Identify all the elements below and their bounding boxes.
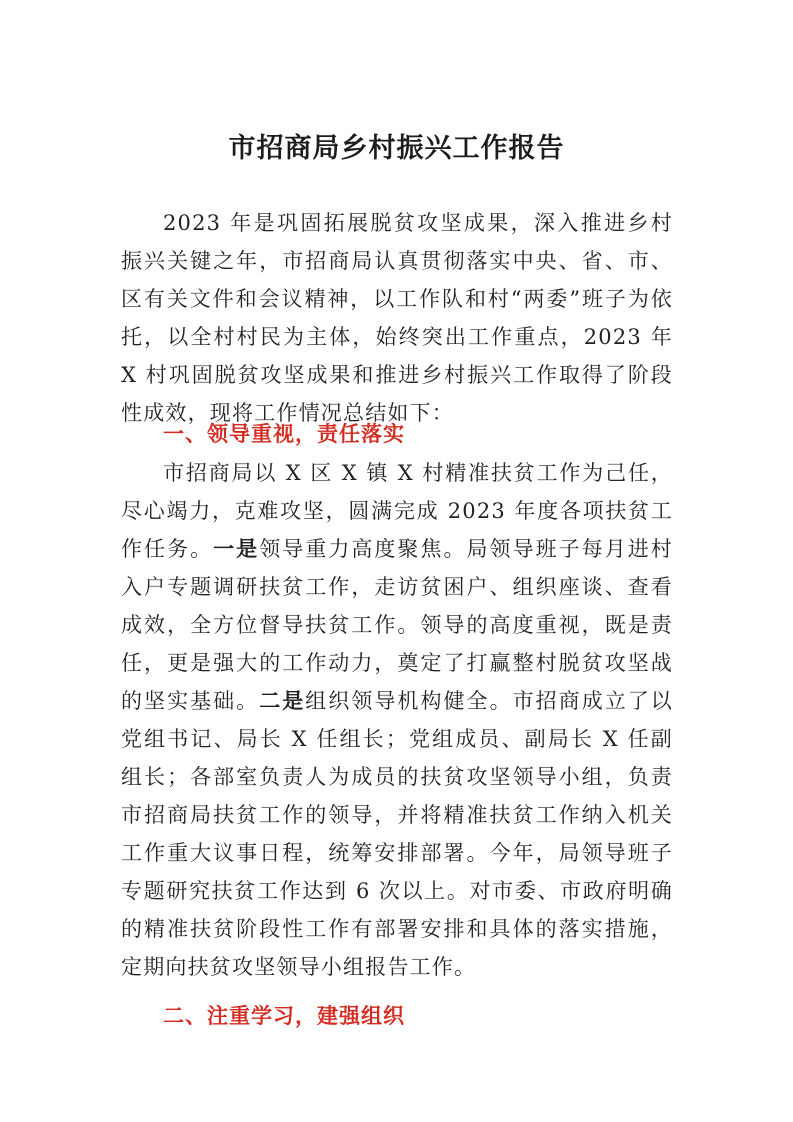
emphasis-first: 一是 [213,537,260,561]
emphasis-second: 二是 [259,689,306,713]
section-heading-2: 二、注重学习，建强组织 [163,1004,405,1028]
paragraph-text: 领导重力高度聚焦。局领导班子每月进村入户专题调研扶贫工作，走访贫困户、组织座谈、查看成效，全方位督导扶贫工作。领导的高度重视，既是责任，更是强大的工作动力，奠定了打赢整村脱贫攻坚战的坚实基础。 [121,537,673,713]
section-heading-1: 一、领导重视，责任落实 [163,422,405,446]
intro-paragraph: 2023 年是巩固拓展脱贫攻坚成果，深入推进乡村振兴关键之年，市招商局认真贯彻落实中央、省、市、区有关文件和会议精神，以工作队和村“两委”班子为依托，以全村村民为主体，始终突出工作重点，2023 年 X 村巩固脱贫攻坚成果和推进乡村振兴工作取得了阶段性成效，现将工作情况总结如下： [121,211,673,425]
paragraph-text: 组织领导机构健全。市招商成立了以党组书记、局长 X 任组长；党组成员、副局长 X 任副组长；各部室负责人为成员的扶贫攻坚领导小组，负责市招商局扶贫工作的领导，并将精准扶贫工作纳入机关工作重大议事日程，统筹安排部署。今年，局领导班子专题研究扶贫工作达到 6 次以上。对市委、市政府明确的精准扶贫阶段性工作有部署安排和具体的落实措施，定期向扶贫攻坚领导小组报告工作。 [121,689,674,979]
document-title: 市招商局乡村振兴工作报告 [228,133,565,164]
paragraph-text: 市招商局以 X 区 X 镇 X 村精准扶贫工作为己任，尽心竭力，克难攻坚，圆满完成 2023 年度各项扶贫工作任务。 [121,461,673,561]
section-1-paragraph [121,454,673,986]
